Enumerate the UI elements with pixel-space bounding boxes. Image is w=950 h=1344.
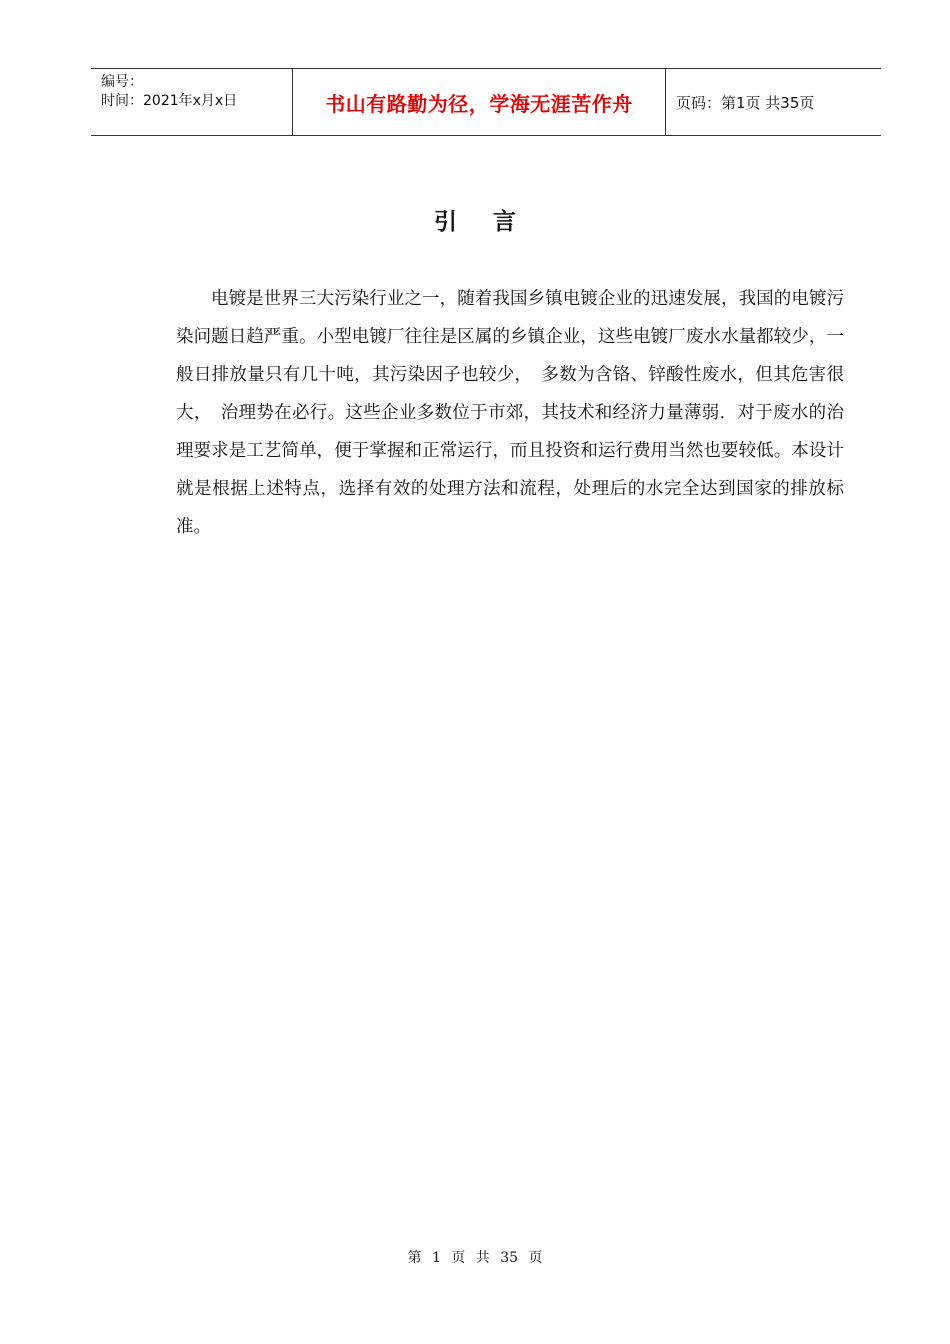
header-table — [91, 68, 881, 136]
document-title: 引 言 — [433, 209, 530, 235]
footer-page-number: 第 1 页 共 35 页 — [407, 1250, 543, 1266]
header-page-cell — [666, 69, 881, 135]
slogan-text: 书山有路勤为径，学海无涯苦作舟 — [325, 91, 633, 116]
header-page-info: 页码：第1页 共35页 — [676, 93, 815, 112]
time-label: 时间：2021年x月x日 — [101, 93, 238, 109]
header-slogan-cell — [293, 69, 666, 135]
serial-number-label: 编号： — [101, 74, 143, 90]
header-meta-cell — [91, 69, 293, 135]
body-paragraph: 电镀是世界三大污染行业之一，随着我国乡镇电镀企业的迅速发展，我国的电镀污染问题日趋严重。小型电镀厂往往是区属的乡镇企业，这些电镀厂废水水量都较少，一般日排放量只有几十吨，其污染因子也较少， 多数为含铬、锌酸性废水，但其危害很大， 治理势在必行。这些企业多数位于市郊，其技术和经济力量薄弱．对于废水的治理要求是工艺简单，便于掌握和正常运行，而且投资和运行费用当然也要较低。本设计就是根据上述特点，选择有效的处理方法和流程，处理后的水完全达到国家的排放标准。 — [176, 289, 844, 537]
